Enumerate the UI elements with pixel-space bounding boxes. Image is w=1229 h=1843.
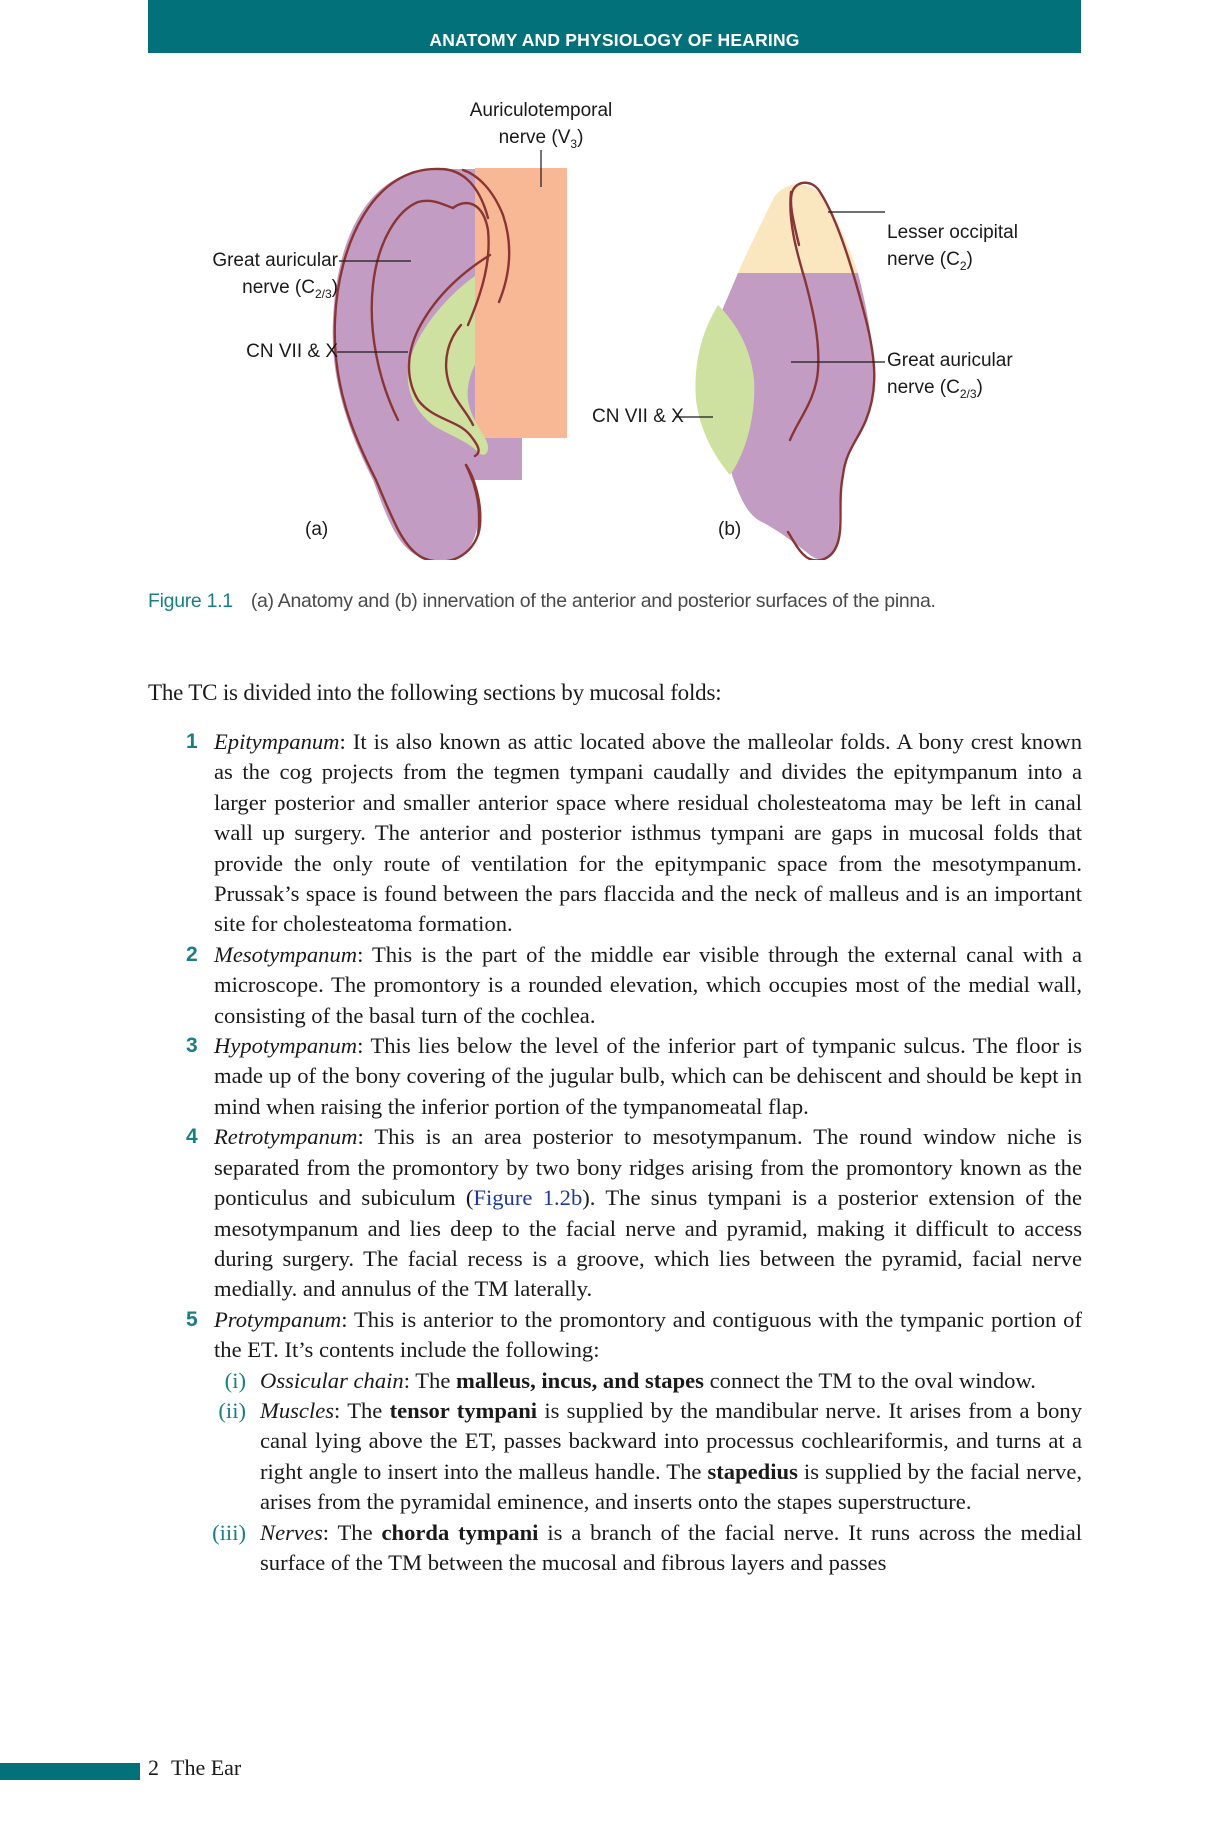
panel-a-ear-anterior bbox=[333, 150, 567, 560]
running-title: The Ear bbox=[171, 1755, 242, 1780]
figure-caption bbox=[148, 590, 936, 613]
item-number: 2 bbox=[186, 942, 198, 966]
label-cn-vii-x-b: CN VII & X bbox=[592, 406, 684, 427]
page-footer bbox=[148, 1755, 241, 1781]
panel-b-ear-posterior bbox=[675, 183, 885, 560]
list-item bbox=[148, 1122, 1082, 1304]
running-header-title: ANATOMY AND PHYSIOLOGY OF HEARING bbox=[429, 30, 800, 50]
label-lesser-occipital: Lesser occipital nerve $(C_2)$ bbox=[887, 222, 1018, 273]
sub-item-term: Nerves bbox=[260, 1519, 323, 1545]
item-number: 5 bbox=[186, 1307, 198, 1331]
label-cn-vii-x-a: CN VII & X bbox=[246, 341, 338, 362]
item-number: 4 bbox=[186, 1125, 198, 1149]
item-term: Mesotympanum bbox=[214, 941, 358, 967]
running-header-bar bbox=[148, 0, 1081, 53]
item-text: : This is anterior to the promontory and contiguous with the tympanic portion of the ET. It’s contents include the following: bbox=[214, 1306, 1082, 1363]
sub-item-number: (i) bbox=[224, 1367, 246, 1393]
list-item bbox=[148, 1305, 1082, 1366]
sub-item-term: Muscles bbox=[260, 1397, 335, 1423]
item-number: 3 bbox=[186, 1034, 198, 1058]
label-great-auricular-a: Great auricular nerve $(C_{2/3})$ bbox=[212, 250, 338, 301]
label-great-auricular-b: Great auricular nerve $(C_{2/3})$ bbox=[887, 350, 1013, 401]
list-item bbox=[148, 727, 1082, 940]
label-auriculotemporal: Auriculotemporal nerve $(V_3)$ bbox=[469, 100, 613, 151]
item-text: : This is an area posterior to mesotympanum. The round window niche is separated from the promontory by two bony ridges arising from the promontory known as the ponticulus and subiculum ( bbox=[214, 1124, 1082, 1211]
sub-item-number: (ii) bbox=[218, 1397, 246, 1423]
sub-list-item: (ii) Muscles: The tensor tympani is supplied by the mandibular nerve. It arises from a bony canal lying above the ET, passes backward into processus cochleariformis, and turns at a right angle to insert into the malleus handle. The stapedius is supplied by the facial nerve, arises from the pyramidal eminence, and inserts onto the stapes superstructure. bbox=[148, 1396, 1082, 1518]
figure-reference-link[interactable]: Figure 1.2b bbox=[473, 1185, 583, 1211]
caption-text: (a) Anatomy and (b) innervation of the anterior and posterior surfaces of the pinna. bbox=[250, 590, 936, 612]
sections-list bbox=[148, 727, 1082, 1578]
item-text: : This is the part of the middle ear visible through the external canal with a microscope. The promontory is a rounded elevation, which occupies most of the medial wall, consisting of the basal turn of the cochlea. bbox=[214, 941, 1082, 1028]
item-number: 1 bbox=[186, 730, 198, 753]
list-item bbox=[148, 1031, 1082, 1122]
item-term: Hypotympanum bbox=[214, 1033, 358, 1059]
auriculotemporal-region bbox=[475, 168, 567, 438]
sub-item-term: Ossicular chain bbox=[260, 1367, 404, 1393]
page-number: 2 bbox=[148, 1755, 159, 1780]
panel-b-tag: (b) bbox=[718, 519, 742, 540]
item-text: ). The sinus tympani is a posterior extension of the mesotympanum and lies deep to the facial nerve and pyramid, making it difficult to access during surgery. The facial recess is a groove, which lies between the pyramid, facial nerve medially. and annulus of the TM laterally. bbox=[214, 1185, 1083, 1302]
sub-list-item: (i) Ossicular chain: The malleus, incus, and stapes connect the TM to the oval window. bbox=[148, 1366, 1082, 1396]
item-term: Epitympanum bbox=[214, 729, 340, 754]
intro-paragraph: The TC is divided into the following sections by mucosal folds: bbox=[148, 680, 722, 705]
panel-a-tag: (a) bbox=[305, 519, 329, 540]
figure-number: Figure 1.1 bbox=[148, 590, 233, 612]
item-term: Retrotympanum bbox=[214, 1124, 358, 1150]
item-term: Protympanum bbox=[214, 1306, 342, 1332]
sub-item-number: (iii) bbox=[212, 1519, 246, 1545]
item-text: : It is also known as attic located above the malleolar folds. A bony crest known as the cog projects from the tegmen tympani caudally and divides the epitympanum into a larger posterior and smaller anterior space where residual cholesteatoma may be left in canal wall up surgery. The anterior and posterior isthmus tympani are gaps in mucosal folds that provide the only route of ventilation for the epitympanic space from the mesotympanum. Prussak’s space is found between the pars flaccida and the neck of malleus and is an important site for cholesteatoma formation. bbox=[214, 729, 1082, 937]
sub-list-item: (iii) Nerves: The chorda tympani is a branch of the facial nerve. It runs across the medial surface of the TM between the mucosal and fibrous layers and passes bbox=[148, 1518, 1082, 1579]
footer-accent-bar bbox=[0, 1763, 140, 1780]
list-item bbox=[148, 940, 1082, 1031]
item-text: : This lies below the level of the inferior part of tympanic sulcus. The floor is made up of the bony covering of the jugular bulb, which can be dehiscent and should be kept in mind when raising the inferior portion of the tympanomeatal flap. bbox=[214, 1033, 1082, 1119]
figure-1-1 bbox=[148, 80, 1081, 560]
